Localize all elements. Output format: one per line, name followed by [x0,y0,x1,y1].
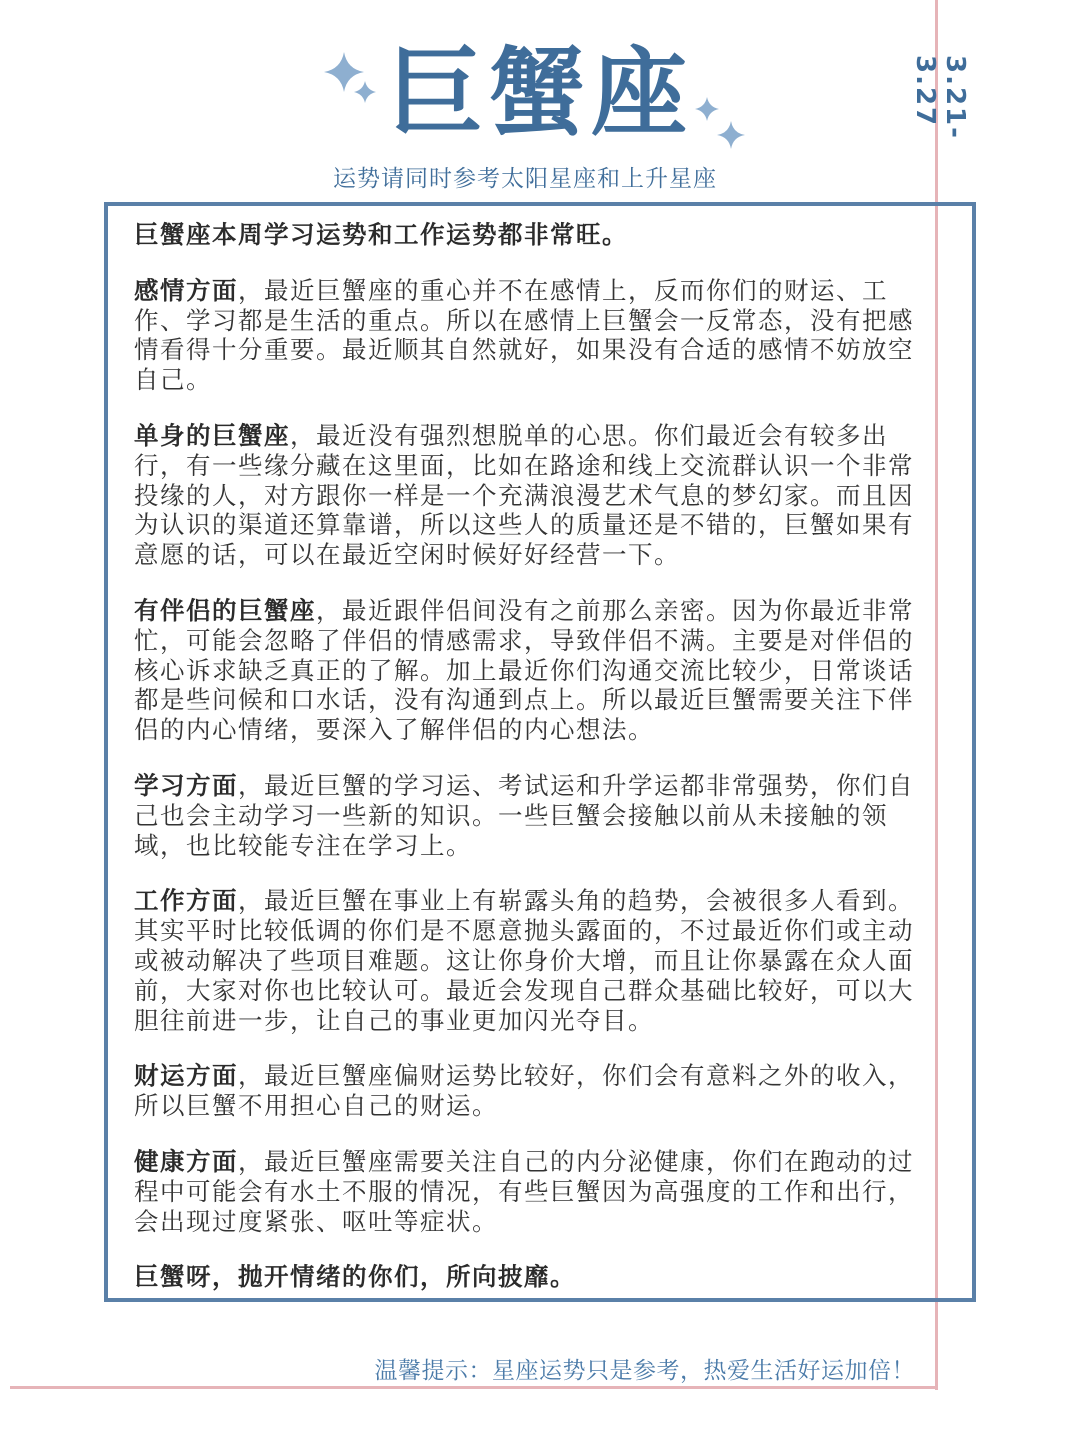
section-text: ，最近巨蟹座的重心并不在感情上，反而你们的财运、工作、学习都是生活的重点。所以在感情上巨蟹会一反常态，没有把感情看得十分重要。最近顺其自然就好，如果没有合适的感情不妨放空自己。 [134,275,914,395]
decorative-horizontal-line [10,1386,938,1389]
section-text: ，最近跟伴侣间没有之前那么亲密。因为你最近非常忙，可能会忽略了伴侣的情感需求，导致伴侣不满。主要是对伴侣的核心诉求缺乏真正的了解。加上最近你们沟通交流比较少，日常谈话都是些问候和口水话，没有沟通到点上。所以最近巨蟹需要关注下伴侣的内心情绪，要深入了解伴侣的内心想法。 [134,595,914,745]
subtitle: 运势请同时参考太阳星座和上升星座 [333,166,717,192]
section-heading: 健康方面 [134,1146,238,1176]
section-heading: 财运方面 [134,1061,238,1091]
section-heading: 单身的巨蟹座 [134,420,290,450]
section-health [134,1147,914,1236]
section-heading: 感情方面 [134,275,238,305]
horoscope-content [134,220,914,1318]
section-work [134,886,914,1035]
date-range: 3.21-3.27 [910,55,970,140]
section-text: ，最近巨蟹座需要关注自己的内分泌健康，你们在跑动的过程中可能会有水土不服的情况，有些巨蟹因为高强度的工作和出行，会出现过度紧张、呕吐等症状。 [134,1146,914,1236]
section-single [134,421,914,570]
section-partnered [134,596,914,745]
section-heading: 工作方面 [134,886,238,916]
section-text: ，最近巨蟹的学习运、考试运和升学运都非常强势，你们自己也会主动学习一些新的知识。一些巨蟹会接触以前从未接触的领域，也比较能专注在学习上。 [134,770,914,860]
section-heading: 有伴侣的巨蟹座 [134,595,316,625]
footer-tip: 温馨提示：星座运势只是参考，热爱生活好运加倍！ [374,1358,915,1384]
closing-text: 巨蟹呀，抛开情绪的你们，所向披靡。 [134,1262,576,1292]
intro-text: 巨蟹座本周学习运势和工作运势都非常旺。 [134,220,628,249]
section-text: ，最近没有强烈想脱单的心思。你们最近会有较多出行，有一些缘分藏在这里面，比如在路途和线上交流群认识一个非常投缘的人，对方跟你一样是一个充满浪漫艺术气息的梦幻家。而且因为认识的渠道还算靠谱，所以这些人的质量还是不错的，巨蟹如果有意愿的话，可以在最近空闲时候好好经营一下。 [134,420,914,570]
section-text: ，最近巨蟹座偏财运势比较好，你们会有意料之外的收入，所以巨蟹不用担心自己的财运。 [134,1061,914,1121]
page-title: 巨蟹座 [387,37,693,149]
section-heading: 学习方面 [134,770,238,800]
section-text: ，最近巨蟹在事业上有崭露头角的趋势，会被很多人看到。其实平时比较低调的你们是不愿意抛头露面的，不过最近你们或主动或被动解决了些项目难题。这让你身价大增，而且让你暴露在众人面前，大家对你也比较认可。最近会发现自己群众基础比较好，可以大胆往前进一步，让自己的事业更加闪光夺目。 [134,886,914,1035]
section-study [134,771,914,860]
section-wealth [134,1061,914,1121]
section-love [134,276,914,395]
